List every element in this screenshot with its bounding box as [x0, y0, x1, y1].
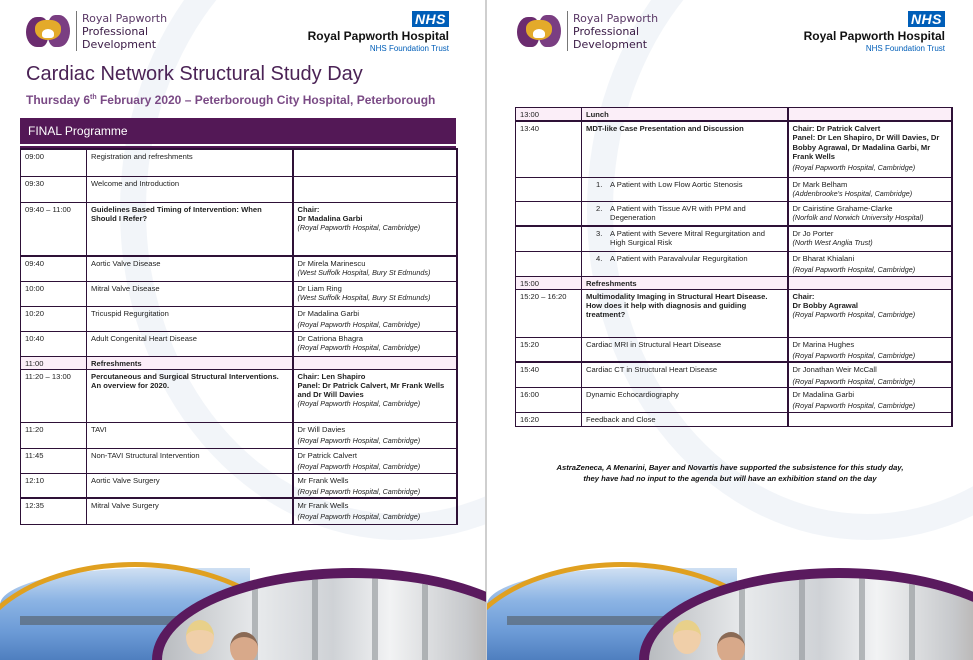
- session-title: [582, 412, 788, 426]
- footer-images: [0, 548, 486, 660]
- session-title-text: Aortic Valve Disease: [91, 259, 161, 268]
- session-time: 15:20 – 16:20: [516, 289, 582, 337]
- page-title: Cardiac Network Structural Study Day: [26, 63, 363, 85]
- speaker-affiliation: (Norfolk and Norwich University Hospital): [792, 212, 924, 222]
- speaker-affiliation: (North West Anglia Trust): [792, 238, 873, 248]
- table-row: [516, 337, 952, 362]
- session-title: [87, 422, 293, 448]
- sponsor-line-2: they have had no input to the agenda but will have an exhibition stand on the day: [583, 474, 877, 483]
- session-title: [87, 281, 293, 306]
- speaker-cell: [293, 331, 457, 356]
- chair-label: Chair: Len Shapiro: [297, 371, 366, 381]
- staff-photo: [655, 610, 765, 660]
- speaker-cell: [293, 176, 457, 202]
- speaker-affiliation: (Addenbrooke's Hospital, Cambridge): [792, 188, 913, 198]
- session-title-text: Mitral Valve Disease: [91, 283, 160, 293]
- session-title-text: Cardiac CT in Structural Heart Disease: [586, 365, 718, 375]
- session-title: [582, 337, 788, 362]
- session-time: 15:20: [516, 337, 582, 362]
- session-time: 11:20: [21, 422, 87, 448]
- session-time: 10:40: [21, 331, 87, 356]
- table-row: [21, 256, 457, 281]
- speaker-name: Dr Jonathan Weir McCall: [792, 365, 877, 375]
- sponsor-line-1: AstraZeneca, A Menarini, Bayer and Novartis have supported the subsistence for this study day,: [556, 463, 904, 472]
- speaker-affiliation: (Royal Papworth Hospital, Cambridge): [792, 351, 916, 361]
- footer-images: [487, 548, 973, 660]
- speaker-cell: [788, 226, 952, 251]
- professional-development-logo: [517, 11, 658, 51]
- speaker-affiliation: (Royal Papworth Hospital, Cambridge): [297, 319, 421, 329]
- speaker-cell: [788, 201, 952, 226]
- table-row: [21, 281, 457, 306]
- session-time: [516, 201, 582, 226]
- session-title: [582, 276, 788, 289]
- page-2: [487, 0, 973, 660]
- speaker-affiliation: (Royal Papworth Hospital, Cambridge): [297, 222, 421, 232]
- table-row: [516, 276, 952, 289]
- speaker-name: Dr Madalina Garbi: [792, 389, 855, 399]
- session-title-text: Percutaneous and Surgical Structural Interventions. An overview for 2020.: [91, 371, 279, 390]
- speaker-cell: [293, 473, 457, 498]
- table-row: [516, 121, 952, 177]
- session-time: 10:20: [21, 306, 87, 331]
- trust-name: NHS Foundation Trust: [369, 44, 449, 53]
- programme-table-page-1: [20, 148, 458, 525]
- speaker-affiliation: (Royal Papworth Hospital, Cambridge): [297, 461, 421, 471]
- session-time: 10:00: [21, 281, 87, 306]
- session-title: [87, 356, 293, 369]
- session-title-text: Welcome and Introduction: [91, 178, 180, 188]
- session-time: 09:30: [21, 176, 87, 202]
- session-title-text: Aortic Valve Surgery: [91, 475, 160, 485]
- logo-line-3: Development: [573, 37, 648, 51]
- programme-banner: FINAL Programme: [20, 118, 456, 144]
- speaker-affiliation: (Royal Papworth Hospital, Cambridge): [297, 342, 421, 352]
- session-time: 15:40: [516, 362, 582, 387]
- session-time: 11:00: [21, 356, 87, 369]
- session-title: [582, 251, 788, 276]
- session-title: [87, 331, 293, 356]
- speaker-name: Dr Mark Belham: [792, 179, 848, 189]
- subtitle-day: Thursday 6: [26, 93, 91, 107]
- session-title: [582, 201, 788, 226]
- speaker-cell: [788, 251, 952, 276]
- logo-line-1: Royal Papworth: [82, 11, 168, 25]
- case-title: A Patient with Severe Mitral Regurgitation and High Surgical Risk: [610, 229, 765, 248]
- session-title: [582, 362, 788, 387]
- session-title: [87, 202, 293, 256]
- speaker-affiliation: (Royal Papworth Hospital, Cambridge): [792, 376, 916, 386]
- session-title: [87, 369, 293, 422]
- professional-development-logo: [26, 11, 167, 51]
- speaker-name: Panel: Dr Patrick Calvert, Mr Frank Wells and Dr Will Davies: [297, 380, 445, 400]
- session-title: [582, 289, 788, 337]
- session-time: 12:10: [21, 473, 87, 498]
- case-title: A Patient with Low Flow Aortic Stenosis: [610, 179, 743, 189]
- page-1: [0, 0, 485, 660]
- session-title-text: Dynamic Echocardiography: [586, 389, 679, 399]
- speaker-cell: [293, 422, 457, 448]
- logo-line-2: Professional: [82, 24, 149, 38]
- case-item: [586, 204, 783, 222]
- speaker-affiliation: (Royal Papworth Hospital, Cambridge): [792, 401, 916, 411]
- speaker-name: Dr Mirela Marinescu: [297, 259, 366, 268]
- session-time: 09:40 – 11:00: [21, 202, 87, 256]
- table-row: [21, 498, 457, 524]
- session-title: [87, 448, 293, 473]
- session-title: [582, 108, 788, 122]
- session-title-text: Tricuspid Regurgitation: [91, 308, 169, 318]
- session-title-text: MDT-like Case Presentation and Discussion: [586, 124, 744, 134]
- speaker-name: Dr Will Davies: [297, 424, 346, 434]
- session-title: [582, 121, 788, 177]
- case-number: 4.: [596, 253, 603, 263]
- speaker-name: Dr Bobby Agrawal: [792, 301, 859, 311]
- session-title-text: Registration and refreshments: [91, 152, 193, 161]
- session-title-text: Multimodality Imaging in Structural Heart Disease. How does it help with diagnosis and guiding treatment?: [586, 291, 768, 320]
- speaker-cell: [293, 149, 457, 176]
- table-row: [516, 177, 952, 201]
- nhs-badge-icon: NHS: [412, 11, 449, 27]
- session-time: 09:40: [21, 256, 87, 281]
- session-title-text: Refreshments: [586, 278, 637, 288]
- session-title: [87, 256, 293, 281]
- speaker-name: Panel: Dr Len Shapiro, Dr Will Davies, Dr Bobby Agrawal, Dr Madalina Garbi, Mr Frank Wells: [792, 133, 940, 161]
- logo-line-2: Professional: [573, 24, 640, 38]
- speaker-cell: [293, 448, 457, 473]
- table-row: [21, 356, 457, 369]
- table-row: [21, 331, 457, 356]
- speaker-affiliation: (Royal Papworth Hospital, Cambridge): [297, 512, 421, 522]
- table-row: [516, 387, 952, 412]
- session-title: [582, 177, 788, 201]
- speaker-name: Mr Frank Wells: [297, 475, 349, 485]
- sponsor-note: [487, 462, 973, 484]
- session-title: [87, 149, 293, 176]
- session-title-text: Non-TAVI Structural Intervention: [91, 450, 200, 460]
- speaker-name: Mr Frank Wells: [297, 501, 349, 511]
- speaker-cell: [788, 121, 952, 177]
- session-time: 11:45: [21, 448, 87, 473]
- session-title-text: Guidelines Based Timing of Intervention: When Should I Refer?: [91, 204, 262, 223]
- speaker-name: Dr Liam Ring: [297, 283, 342, 293]
- speaker-cell: [788, 412, 952, 426]
- speaker-name: Dr Patrick Calvert: [297, 450, 357, 460]
- speaker-cell: [293, 306, 457, 331]
- case-number: 3.: [596, 229, 603, 239]
- speaker-affiliation: (West Suffolk Hospital, Bury St Edmunds): [297, 268, 431, 278]
- speaker-cell: [788, 337, 952, 362]
- speaker-affiliation: (Royal Papworth Hospital, Cambridge): [792, 163, 916, 173]
- session-title: [582, 226, 788, 251]
- speaker-affiliation: (West Suffolk Hospital, Bury St Edmunds): [297, 292, 431, 302]
- speaker-cell: [293, 356, 457, 369]
- table-row: [21, 448, 457, 473]
- table-row: [516, 226, 952, 251]
- session-title: [87, 498, 293, 524]
- session-time: [516, 251, 582, 276]
- session-title-text: Mitral Valve Surgery: [91, 501, 159, 511]
- speaker-affiliation: (Royal Papworth Hospital, Cambridge): [297, 399, 421, 409]
- table-row: [516, 289, 952, 337]
- case-number: 1.: [596, 179, 603, 189]
- session-time: 13:40: [516, 121, 582, 177]
- speaker-affiliation: (Royal Papworth Hospital, Cambridge): [792, 264, 916, 274]
- chair-label: Chair: Dr Patrick Calvert: [792, 124, 881, 134]
- session-time: 13:00: [516, 108, 582, 122]
- case-title: A Patient with Paravalvular Regurgitation: [610, 253, 748, 263]
- session-time: 11:20 – 13:00: [21, 369, 87, 422]
- case-item: [586, 254, 783, 263]
- session-title-text: Refreshments: [91, 358, 142, 368]
- session-time: 16:20: [516, 412, 582, 426]
- event-date-location: [26, 93, 435, 108]
- speaker-cell: [293, 369, 457, 422]
- subtitle-rest: February 2020 – Peterborough City Hospital, Peterborough: [96, 93, 436, 107]
- heart-lungs-icon: [26, 13, 72, 49]
- table-row: [516, 412, 952, 426]
- session-title-text: TAVI: [91, 424, 107, 434]
- case-item: [586, 180, 783, 189]
- session-title: [87, 176, 293, 202]
- session-time: [516, 177, 582, 201]
- hospital-name: Royal Papworth Hospital: [803, 29, 945, 43]
- nhs-badge-icon: NHS: [908, 11, 945, 27]
- speaker-cell: [788, 276, 952, 289]
- case-title: A Patient with Tissue AVR with PPM and Degeneration: [610, 203, 746, 222]
- programme-table-page-2: [515, 107, 953, 427]
- speaker-name: Dr Madalina Garbi: [297, 213, 363, 223]
- table-row: [516, 108, 952, 122]
- nhs-logo: [804, 11, 945, 53]
- session-title-text: Lunch: [586, 110, 609, 119]
- speaker-name: Dr Catriona Bhagra: [297, 333, 363, 343]
- speaker-name: Dr Jo Porter: [792, 229, 834, 239]
- speaker-cell: [788, 387, 952, 412]
- table-row: [516, 201, 952, 226]
- nhs-logo: [308, 11, 449, 53]
- table-row: [516, 362, 952, 387]
- speaker-affiliation: (Royal Papworth Hospital, Cambridge): [792, 310, 916, 320]
- speaker-cell: [788, 289, 952, 337]
- speaker-affiliation: (Royal Papworth Hospital, Cambridge): [297, 486, 421, 496]
- session-title-text: Adult Congenital Heart Disease: [91, 333, 197, 343]
- speaker-name: Dr Cairistine Grahame-Clarke: [792, 203, 893, 213]
- session-title-text: Feedback and Close: [586, 414, 656, 424]
- table-row: [21, 473, 457, 498]
- table-row: [21, 149, 457, 176]
- session-title: [87, 473, 293, 498]
- speaker-cell: [788, 362, 952, 387]
- speaker-name: Dr Madalina Garbi: [297, 308, 360, 318]
- hospital-name: Royal Papworth Hospital: [307, 29, 449, 43]
- speaker-name: Dr Marina Hughes: [792, 339, 855, 349]
- speaker-cell: [788, 177, 952, 201]
- table-row: [21, 306, 457, 331]
- session-time: 12:35: [21, 498, 87, 524]
- speaker-cell: [293, 202, 457, 256]
- speaker-cell: [293, 281, 457, 306]
- session-time: 09:00: [21, 149, 87, 176]
- case-item: [586, 229, 783, 247]
- table-row: [21, 369, 457, 422]
- session-title-text: Cardiac MRI in Structural Heart Disease: [586, 339, 722, 349]
- table-row: [21, 202, 457, 256]
- staff-photo: [168, 610, 278, 660]
- session-time: 15:00: [516, 276, 582, 289]
- logo-line-1: Royal Papworth: [573, 11, 659, 25]
- table-row: [516, 251, 952, 276]
- session-title: [87, 306, 293, 331]
- speaker-affiliation: (Royal Papworth Hospital, Cambridge): [297, 435, 421, 445]
- speaker-cell: [293, 256, 457, 281]
- session-time: [516, 226, 582, 251]
- table-row: [21, 176, 457, 202]
- subtitle-sup: th: [90, 94, 97, 101]
- chair-label: Chair:: [792, 291, 815, 301]
- case-number: 2.: [596, 203, 603, 213]
- session-time: 16:00: [516, 387, 582, 412]
- speaker-cell: [788, 108, 952, 122]
- table-row: [21, 422, 457, 448]
- trust-name: NHS Foundation Trust: [865, 44, 945, 53]
- logo-line-3: Development: [82, 37, 157, 51]
- session-title: [582, 387, 788, 412]
- chair-label: Chair:: [297, 204, 320, 214]
- heart-lungs-icon: [517, 13, 563, 49]
- speaker-name: Dr Bharat Khialani: [792, 253, 855, 263]
- speaker-cell: [293, 498, 457, 524]
